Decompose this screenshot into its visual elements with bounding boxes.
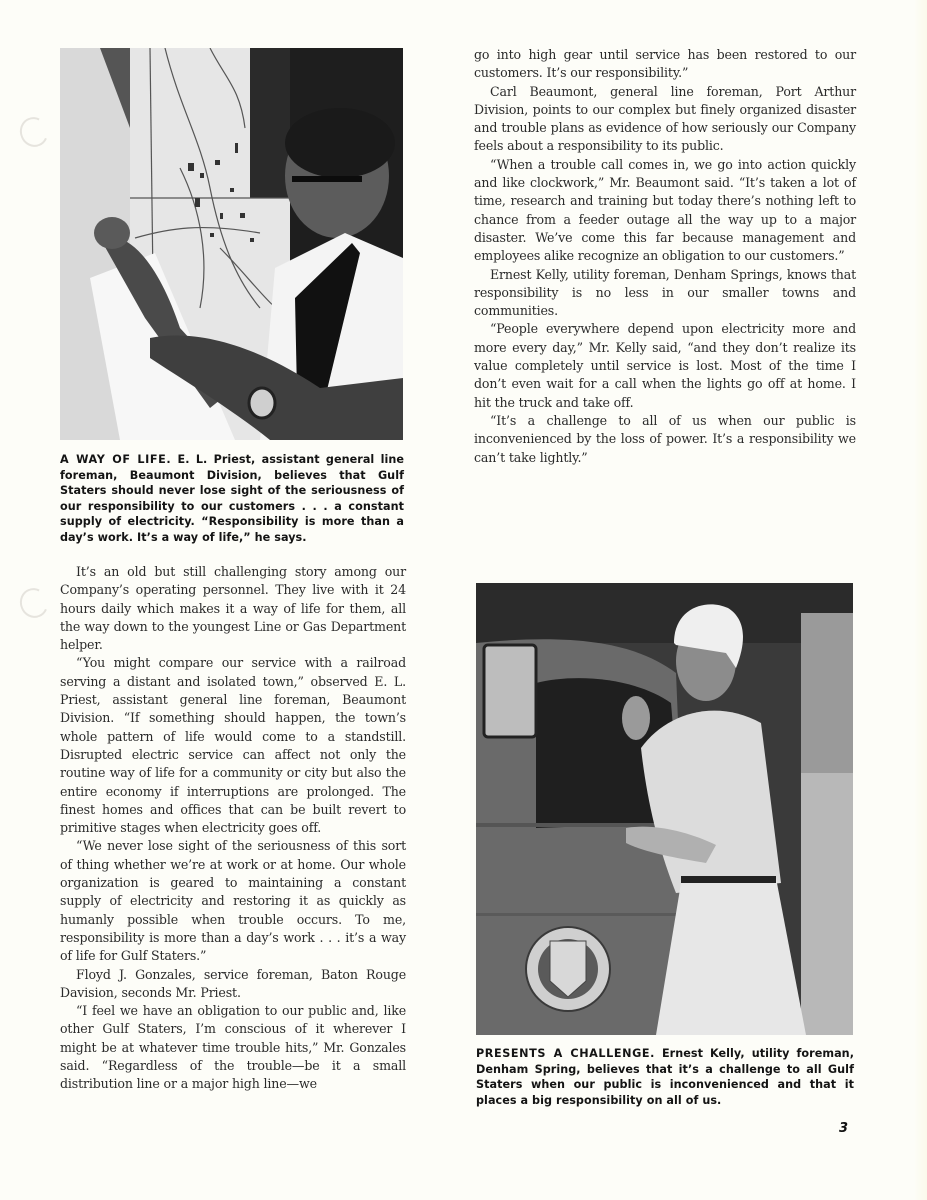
photo-truck-radio: [476, 583, 853, 1035]
emblem: [526, 927, 610, 1011]
caption-presents-challenge-lead: PRESENTS A CHALLENGE.: [476, 1047, 655, 1060]
photo-truck-radio-image: [476, 583, 853, 1035]
paragraph: “It’s a challenge to all of us when our public is inconvenienced by the loss of power. It’s a responsibility we can’t take lightly.”: [474, 412, 856, 465]
caption-presents-challenge: [476, 1046, 854, 1108]
article-right-column: [474, 46, 856, 467]
paragraph: “You might compare our service with a railroad serving a distant and isolated town,” observed E. L. Priest, assistant general line foreman, Beaumont Division. “If something should happen, the town’s whole pattern of life would come to a standstill. Disrupted electric service can affect not only the routine way of life for a community or city but also the entire economy if interruptions are prolonged. The finest homes and offices that can be built revert to primitive stages when electricity goes off.: [60, 655, 406, 836]
page-edge: [915, 0, 927, 1200]
paragraph: go into high gear until service has been restored to our customers. It’s our responsibility.”: [474, 47, 856, 81]
paragraph: Floyd J. Gonzales, service foreman, Baton Rouge Davision, seconds Mr. Priest.: [60, 966, 406, 1000]
paragraph: Carl Beaumont, general line foreman, Port Arthur Division, points to our complex but finely organized disaster and trouble plans as evidence of how seriously our Company feels about a responsibility to its public.: [474, 83, 856, 154]
paragraph: It’s an old but still challenging story among our Company’s operating personnel. They live with it 24 hours daily which makes it a way of life for them, all the way down to the youngest Line or Gas Department helper.: [60, 564, 406, 653]
caption-way-of-life: [60, 452, 404, 545]
paragraph: “When a trouble call comes in, we go into action quickly and like clockwork,” Mr. Beaumont said. “It’s taken a lot of time, research and training but today there’s nothing left to chance from a feeder outage all the way up to a major disaster. We’ve come this far because management and employees alike recognize an obligation to our customers.”: [474, 156, 856, 264]
binder-hole-top: [16, 113, 53, 151]
paragraph: “People everywhere depend upon electricity more and more every day,” Mr. Kelly said, “and they don’t realize its value completely until service is lost. Most of the time I don’t even wait for a call when the lights go off at home. I hit the truck and take off.: [474, 321, 856, 410]
article-left-column: [60, 563, 406, 1094]
paragraph: “I feel we have an obligation to our public and, like other Gulf Staters, I’m conscious of it wherever I might be at whatever time trouble hits,” Mr. Gonzales said. “Regardless of the trouble—be it a small distribution line or a major high line—we: [60, 1003, 406, 1092]
caption-way-of-life-text: E. L. Priest, assistant general line foreman, Beaumont Division, believes that Gulf Staters should never lose sight of the seriousness of our responsibility to our customers . . . a constant supply of electricity. “Responsibility is more than a day’s work. It’s a way of life,” he says.: [60, 453, 405, 544]
photo-map-reader-image: [60, 48, 403, 440]
paragraph: “We never lose sight of the seriousness of this sort of thing whether we’re at work or at home. Our whole organization is geared to maintaining a constant supply of electricity and restoring it as quickly as humanly possible when trouble occurs. To me, responsibility is more than a day’s work . . . it’s a way of life for Gulf Staters.”: [60, 838, 406, 964]
paragraph: Ernest Kelly, utility foreman, Denham Springs, knows that responsibility is no less in our smaller towns and communities.: [474, 266, 856, 319]
photo-map-reader: [60, 48, 403, 440]
caption-way-of-life-lead: A WAY OF LIFE.: [60, 453, 172, 466]
caption-presents-challenge-text: Ernest Kelly, utility foreman, Denham Spring, believes that it’s a challenge to all Gulf Staters when our public is inconvenienced and that it places a big responsibility on all of us.: [476, 1047, 854, 1107]
page-number: 3: [839, 1121, 849, 1136]
binder-hole-middle: [16, 584, 53, 622]
